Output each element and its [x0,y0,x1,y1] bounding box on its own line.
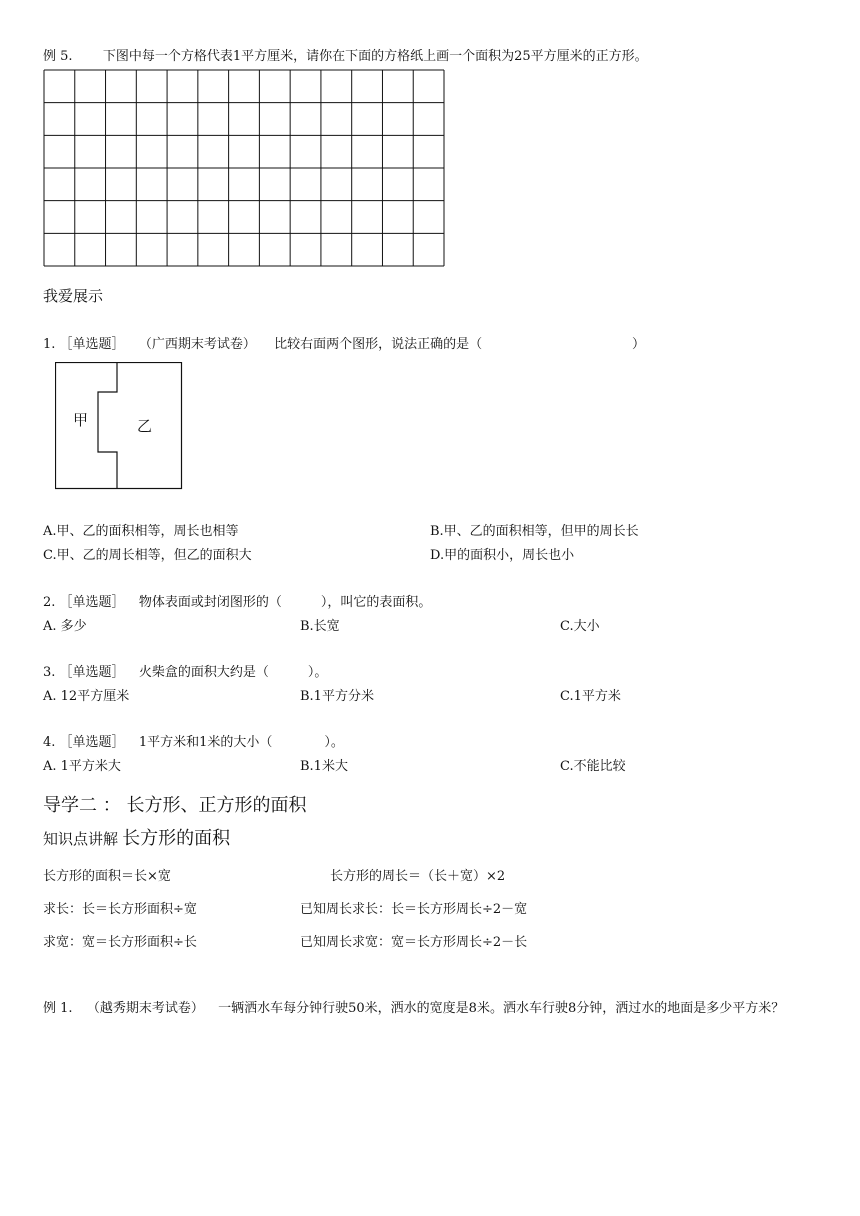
q2-stem: 物体表面或封闭图形的（ ），叫它的表面积。 [138,595,432,610]
section-title: 我爱展示 [43,287,104,305]
square-grid[interactable] [43,69,445,267]
q4-option-c[interactable]: C.不能比较 [560,759,626,774]
q3-number: 3. [43,665,56,680]
q4-option-a[interactable]: A. 1平方米大 [43,759,121,774]
example5-text: 下图中每一个方格代表1平方厘米，请你在下面的方格纸上画一个面积为25平方厘米的正方形。 [102,49,648,64]
formula-perimeter: 长方形的周长＝（长＋宽）×2 [330,869,506,884]
q4-option-b[interactable]: B.1米大 [300,759,348,774]
jia-yi-figure [55,362,183,490]
knowledge-title: 长方形的面积 [122,828,231,849]
q1-option-c[interactable]: C.甲、乙的周长相等，但乙的面积大 [43,548,252,563]
figure-label-jia: 甲 [73,411,89,429]
guide2-title: 导学二 ： 长方形、正方形的面积 [43,795,307,816]
q1-option-d[interactable]: D.甲的面积小，周长也小 [430,548,575,563]
q3-stem: 火柴盒的面积大约是（ ）。 [138,665,328,680]
q1-option-a[interactable]: A.甲、乙的面积相等，周长也相等 [43,524,239,539]
q1-stem: 比较右面两个图形，说法正确的是（ [274,337,483,352]
q2-option-c[interactable]: C.大小 [560,619,600,634]
figure-label-yi: 乙 [137,417,153,435]
q3-option-a[interactable]: A. 12平方厘米 [43,689,130,704]
formula-find-length-perim: 已知周长求长：长＝长方形周长÷2－宽 [300,902,528,917]
formula-find-width-perim: 已知周长求宽：宽＝长方形周长÷2－长 [300,935,528,950]
example1 [43,998,823,1020]
q1-stem-line [43,333,482,352]
example5-label: 例 5. [43,49,73,64]
knowledge-label: 知识点讲解 [43,830,119,848]
q1-option-b[interactable]: B.甲、乙的面积相等，但甲的周长长 [430,524,639,539]
formula-area: 长方形的面积＝长×宽 [43,869,171,884]
q4-type: ［单选题］ [59,735,125,750]
q1-type: ［单选题］ [59,337,125,352]
grid-svg[interactable] [43,69,445,267]
q2-number: 2. [43,595,56,610]
q3-option-b[interactable]: B.1平方分米 [300,689,374,704]
example1-text: 一辆洒水车每分钟行驶50米，洒水的宽度是8米。洒水车行驶8分钟，洒过水的地面是多少平方米？ [218,1001,785,1016]
q1-close-paren: ） [632,337,646,352]
formula-find-width: 求宽：宽＝长方形面积÷长 [43,935,197,950]
q2-option-a[interactable]: A. 多少 [43,619,87,634]
q4-stem: 1平方米和1米的大小（ ）。 [138,735,344,750]
q2-option-b[interactable]: B.长宽 [300,619,340,634]
example1-label: 例 1. [43,1001,73,1016]
q3-type: ［单选题］ [59,665,125,680]
knowledge-heading [43,824,230,850]
q1-source: （广西期末考试卷） [138,337,256,352]
q2-type: ［单选题］ [59,595,125,610]
q1-number: 1. [43,337,56,352]
q1-figure [55,362,183,494]
example1-source: （越秀期末考试卷） [86,1001,204,1016]
q2-stem-line [43,591,431,610]
q3-stem-line [43,661,327,680]
formula-find-length: 求长：长＝长方形面积÷宽 [43,902,197,917]
example5-line [43,45,648,64]
q3-option-c[interactable]: C.1平方米 [560,689,621,704]
q4-number: 4. [43,735,56,750]
q4-stem-line [43,731,344,750]
